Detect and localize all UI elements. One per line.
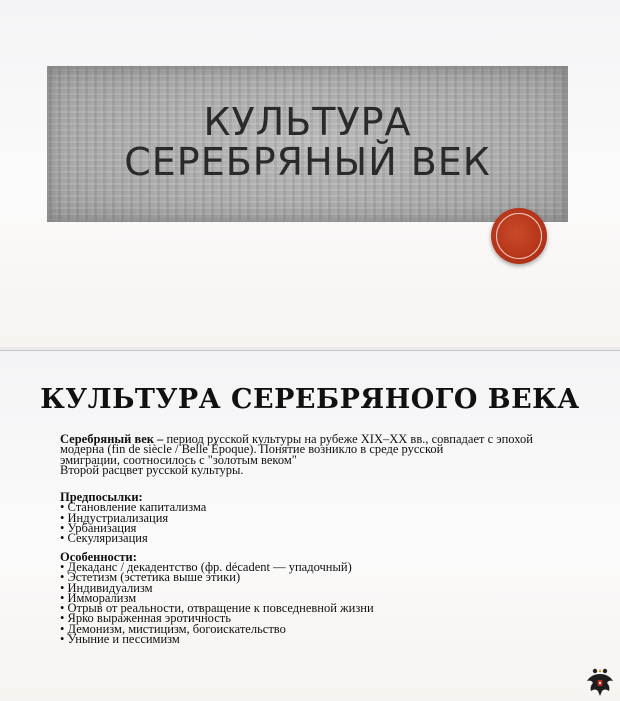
list-item: • Эстетизм (эстетика выше этики) bbox=[60, 572, 580, 582]
double-headed-eagle-icon bbox=[586, 667, 614, 697]
definition-term: Серебряный век – bbox=[60, 432, 164, 446]
prerequisites-heading-text: Предпосылки: bbox=[60, 490, 143, 505]
definition-line-4: Второй расцвет русской культуры. bbox=[60, 462, 244, 477]
title-line-1: КУЛЬТУРА bbox=[203, 100, 412, 144]
list-item: • Декаданс / декадентство (фр. décadent — упадочный) bbox=[60, 562, 580, 572]
prerequisites-list bbox=[60, 500, 580, 546]
list-item: • Урбанизация bbox=[60, 523, 580, 533]
decorative-circle-icon bbox=[491, 208, 547, 264]
slide-title-text bbox=[47, 102, 568, 182]
list-item: • Отрыв от реальности, отвращение к повседневной жизни bbox=[60, 603, 580, 613]
list-item: • Секуляризация bbox=[60, 533, 580, 543]
list-item: • Индивидуализм bbox=[60, 583, 580, 593]
list-item: • Ярко выраженная эротичность bbox=[60, 613, 580, 623]
list-item: • Уныние и пессимизм bbox=[60, 634, 580, 644]
definition-text: период русской культуры на рубеже XIX–XX вв., совпадает с эпохой bbox=[163, 432, 533, 446]
list-item: • Демонизм, мистицизм, богоискательство bbox=[60, 624, 580, 634]
list-item: • Имморализм bbox=[60, 593, 580, 603]
page-title: КУЛЬТУРА СЕРЕБРЯНОГО ВЕКА bbox=[40, 384, 580, 415]
slide-content bbox=[0, 350, 620, 701]
slide-body bbox=[60, 432, 580, 647]
definition-line-2: модерна (fin de siècle / Belle Époque). Понятие возникло в среде русской bbox=[60, 442, 444, 457]
definition-line-3: эмиграции, соотносилось с "золотым веком" bbox=[60, 452, 297, 467]
list-item: • Становление капитализма bbox=[60, 502, 580, 512]
features-list bbox=[60, 559, 580, 647]
title-band bbox=[47, 66, 568, 222]
slide-title bbox=[0, 0, 620, 347]
list-item: • Индустриализация bbox=[60, 513, 580, 523]
features-heading-text: Особенности: bbox=[60, 549, 137, 564]
title-line-2: СЕРЕБРЯНЫЙ ВЕК bbox=[124, 140, 491, 184]
